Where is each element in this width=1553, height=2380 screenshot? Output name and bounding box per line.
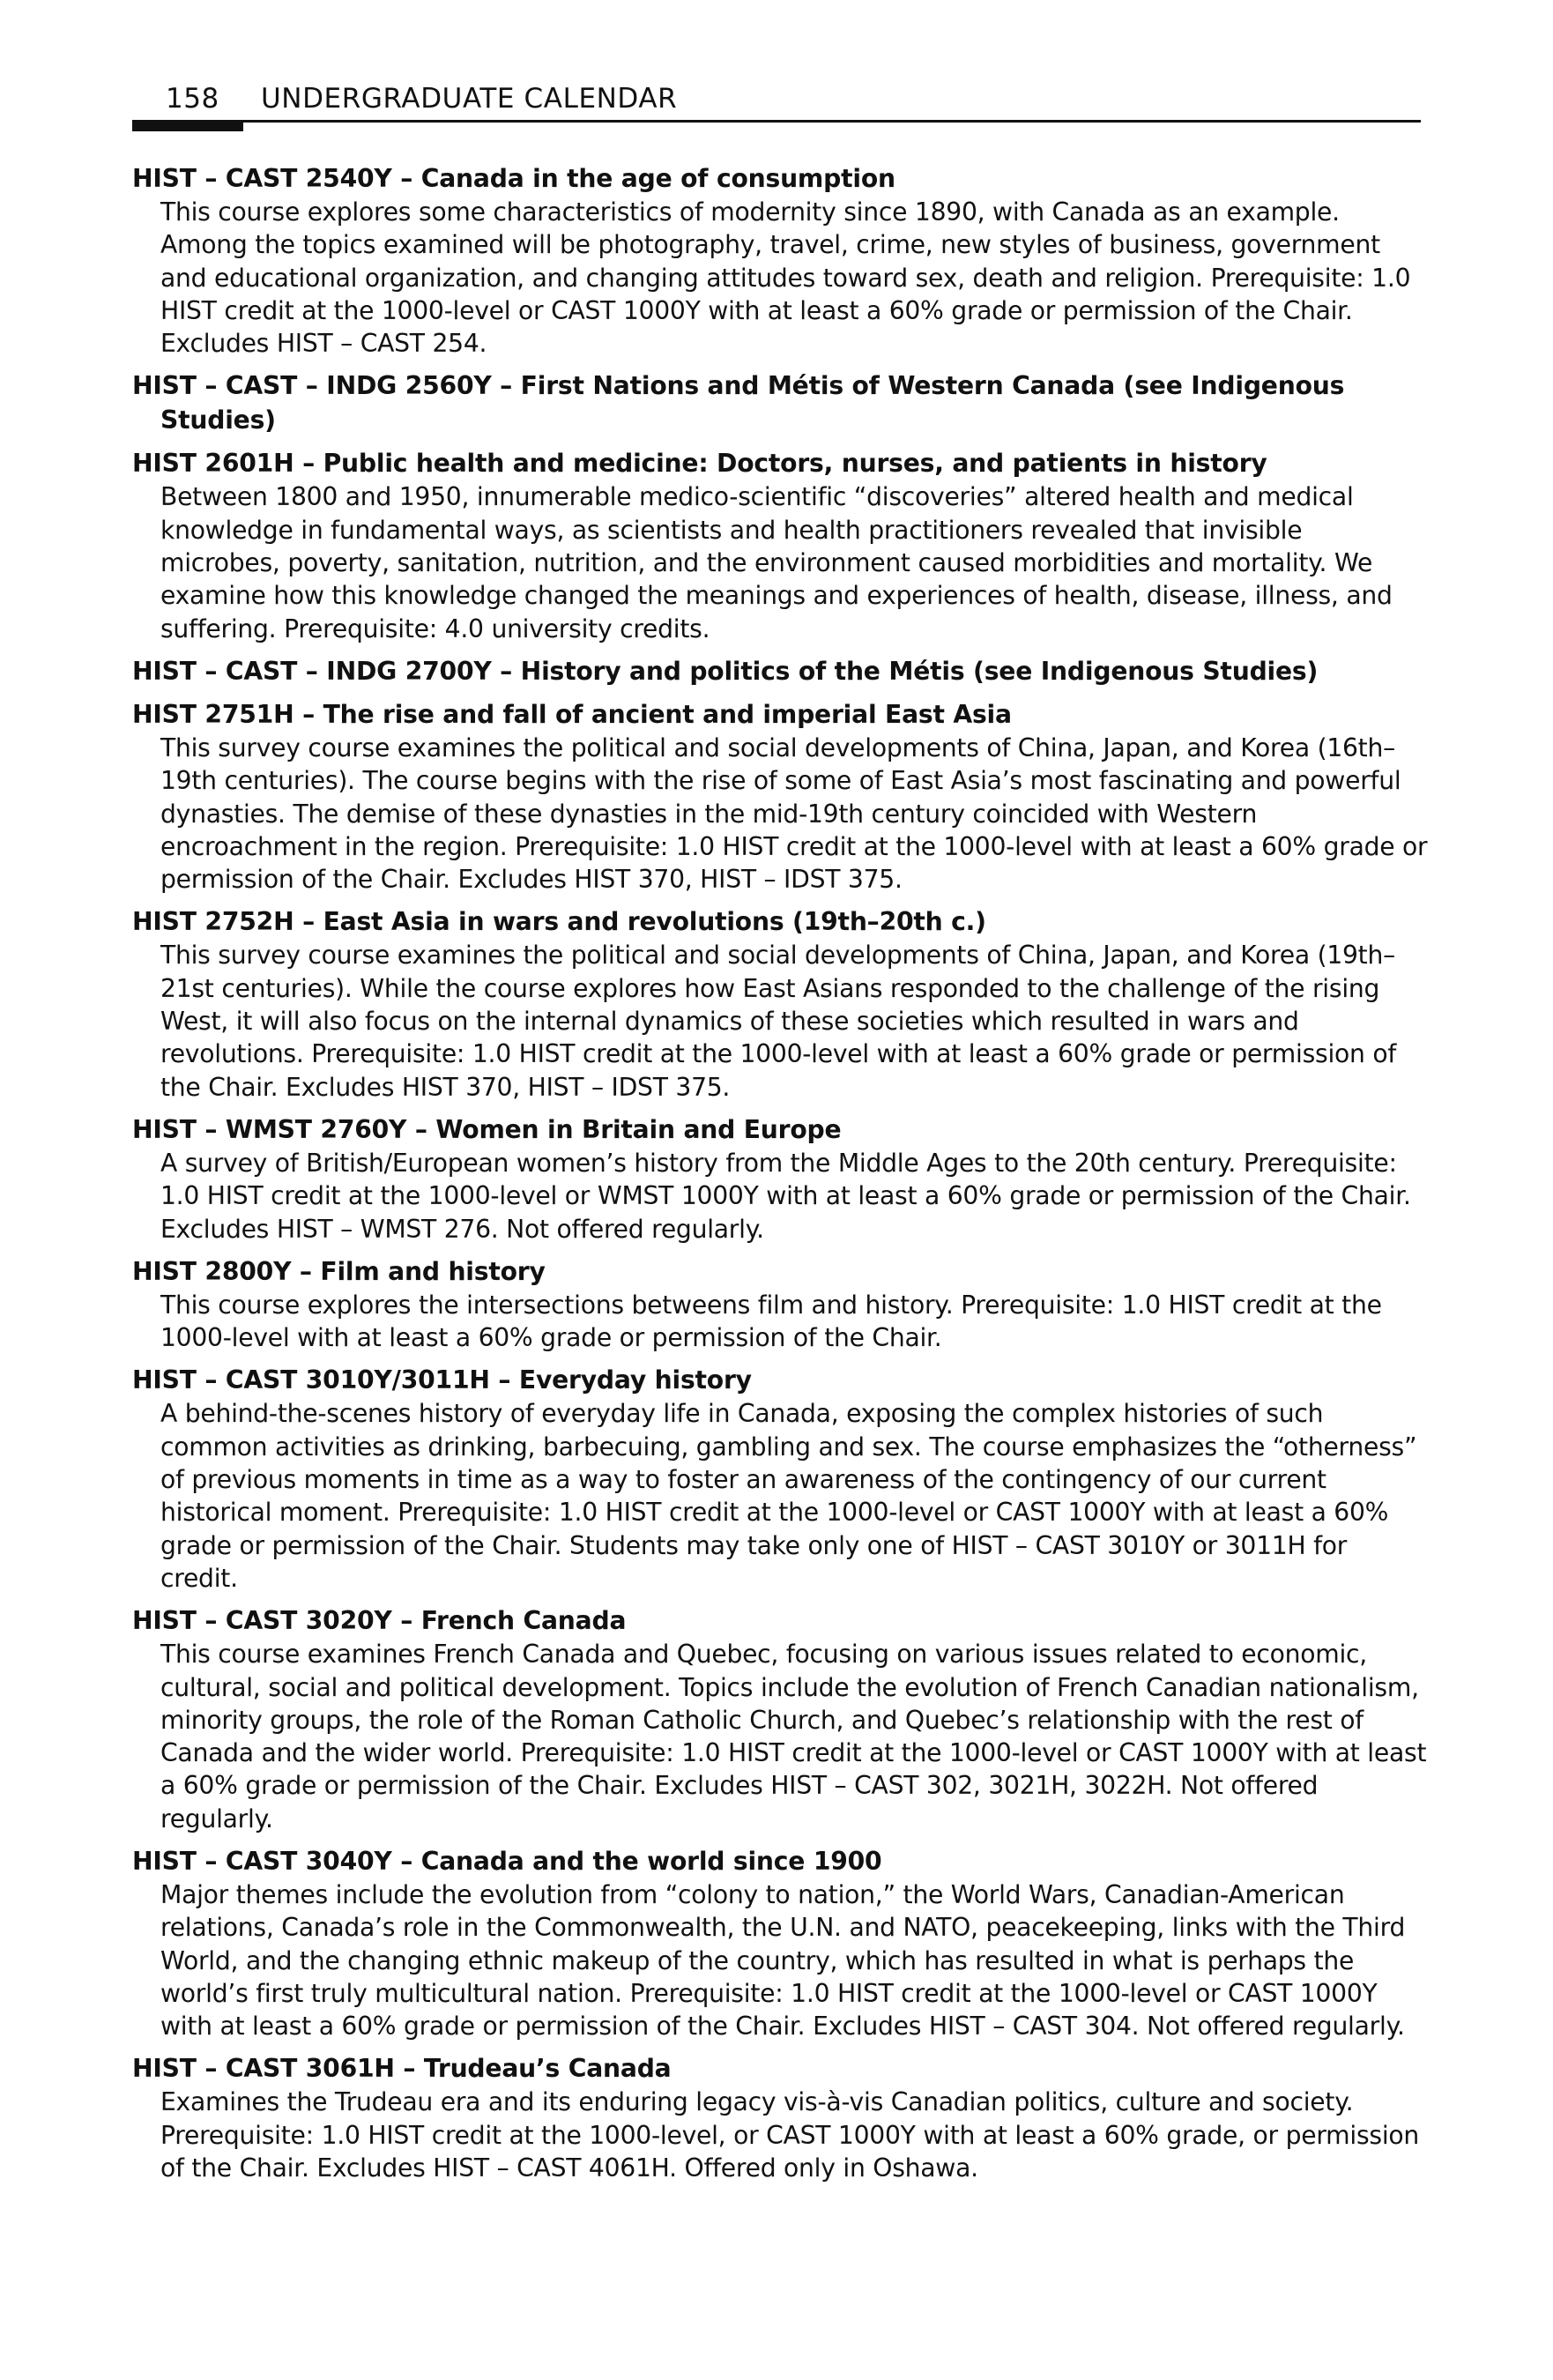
course-entry — [132, 1363, 1428, 1595]
header-tab-marker — [132, 120, 243, 131]
course-title: HIST – CAST – INDG 2700Y – History and politics of the Métis (see Indigenous Studies) — [132, 656, 1319, 686]
course-title: HIST – CAST 3010Y/3011H – Everyday history — [132, 1365, 752, 1395]
page-number: 158 — [166, 83, 219, 115]
course-entry — [132, 368, 1428, 437]
course-entry — [132, 446, 1428, 644]
course-title: HIST – CAST – INDG 2560Y – First Nations and Métis of Western Canada (see Indigenous Studies) — [132, 371, 1345, 435]
course-entry — [132, 697, 1428, 896]
course-description: This course explores some characteristics of modernity since 1890, with Canada as an example. Among the topics examined will be photography, travel, crime, new styles of business, government and educational organization, and changing attitudes toward sex, death and religion. Prerequisite: 1.0 HIST credit at the 1000-level or CAST 1000Y with at least a 60% grade or permission of the Chair. Excludes HIST – CAST 254. — [160, 197, 1411, 359]
course-title: HIST 2601H – Public health and medicine: Doctors, nurses, and patients in history — [132, 449, 1267, 479]
course-description: This survey course examines the political and social developments of China, Japan, and Korea (19th–21st centuries). While the course explores how East Asians responded to the challenge of the rising West, it will also focus on the internal dynamics of these societies which resulted in wars and revolutions. Prerequisite: 1.0 HIST credit at the 1000-level with at least a 60% grade or permission of the Chair. Excludes HIST 370, HIST – IDST 375. — [160, 941, 1397, 1102]
course-title: HIST – CAST 3020Y – French Canada — [132, 1606, 627, 1636]
course-description: This course explores the intersections betweens film and history. Prerequisite: 1.0 HIST credit at the 1000-level with at least a 60% grade or permission of the Chair. — [160, 1290, 1382, 1353]
course-entry — [132, 1844, 1428, 2042]
course-title: HIST – CAST 3040Y – Canada and the world since 1900 — [132, 1846, 882, 1876]
course-entry — [132, 1254, 1428, 1355]
course-title: HIST 2800Y – Film and history — [132, 1256, 546, 1286]
course-description: This survey course examines the political and social developments of China, Japan, and Korea (16th–19th centuries). The course begins with the rise of some of East Asia’s most fascinating and powerful dynasties. The demise of these dynasties in the mid-19th century coincided with Western encroachment in the region. Prerequisite: 1.0 HIST credit at the 1000-level with at least a 60% grade or permission of the Chair. Excludes HIST 370, HIST – IDST 375. — [160, 733, 1428, 895]
running-title: UNDERGRADUATE CALENDAR — [261, 83, 678, 115]
header-rule — [132, 120, 1421, 123]
course-description: A behind-the-scenes history of everyday life in Canada, exposing the complex histories of such common activities as drinking, barbecuing, gambling and sex. The course emphasizes the “otherness” of previous moments in time as a way to foster an awareness of the contingency of our current historical moment. Prerequisite: 1.0 HIST credit at the 1000-level or CAST 1000Y with at least a 60% grade or permission of the Chair. Students may take only one of HIST – CAST 3010Y or 3011H for credit. — [160, 1399, 1417, 1593]
course-description: This course examines French Canada and Quebec, focusing on various issues related to economic, cultural, social and political development. Topics include the evolution of French Canadian nationalism, minority groups, the role of the Roman Catholic Church, and Quebec’s relationship with the rest of Canada and the wider world. Prerequisite: 1.0 HIST credit at the 1000-level or CAST 1000Y with at least a 60% grade or permission of the Chair. Excludes HIST – CAST 302, 3021H, 3022H. Not offered regularly. — [160, 1640, 1427, 1833]
course-listing — [132, 161, 1428, 2193]
course-entry — [132, 2051, 1428, 2184]
course-entry — [132, 1112, 1428, 1246]
course-title: HIST 2752H – East Asia in wars and revolutions (19th–20th c.) — [132, 907, 986, 937]
course-description: Major themes include the evolution from “colony to nation,” the World Wars, Canadian-American relations, Canada’s role in the Commonwealth, the U.N. and NATO, peacekeeping, links with the Third World, and the changing ethnic makeup of the country, which has resulted in what is perhaps the world’s first truly multicultural nation. Prerequisite: 1.0 HIST credit at the 1000-level or CAST 1000Y with at least a 60% grade or permission of the Chair. Excludes HIST – CAST 304. Not offered regularly. — [160, 1879, 1406, 2042]
course-description: A survey of British/European women’s history from the Middle Ages to the 20th century. Prerequisite: 1.0 HIST credit at the 1000-level or WMST 1000Y with at least a 60% grade or permission of the Chair. Excludes HIST – WMST 276. Not offered regularly. — [160, 1148, 1411, 1244]
course-entry — [132, 1603, 1428, 1835]
course-title: HIST 2751H – The rise and fall of ancient and imperial East Asia — [132, 699, 1012, 729]
course-title: HIST – CAST 2540Y – Canada in the age of consumption — [132, 164, 895, 193]
course-description: Between 1800 and 1950, innumerable medico-scientific “discoveries” altered health and medical knowledge in fundamental ways, as scientists and health practitioners revealed that invisible microbes, poverty, sanitation, nutrition, and the environment caused morbidities and mortality. We examine how this knowledge changed the meanings and experiences of health, disease, illness, and suffering. Prerequisite: 4.0 university credits. — [160, 482, 1393, 643]
course-description: Examines the Trudeau era and its enduring legacy vis-à-vis Canadian politics, culture and society. Prerequisite: 1.0 HIST credit at the 1000-level, or CAST 1000Y with at least a 60% grade, or permission of the Chair. Excludes HIST – CAST 4061H. Offered only in Oshawa. — [160, 2087, 1420, 2183]
course-title: HIST – CAST 3061H – Trudeau’s Canada — [132, 2054, 672, 2084]
course-entry — [132, 654, 1428, 688]
page-header — [132, 81, 1421, 123]
course-title: HIST – WMST 2760Y – Women in Britain and Europe — [132, 1114, 842, 1144]
course-entry — [132, 904, 1428, 1103]
course-entry — [132, 161, 1428, 360]
